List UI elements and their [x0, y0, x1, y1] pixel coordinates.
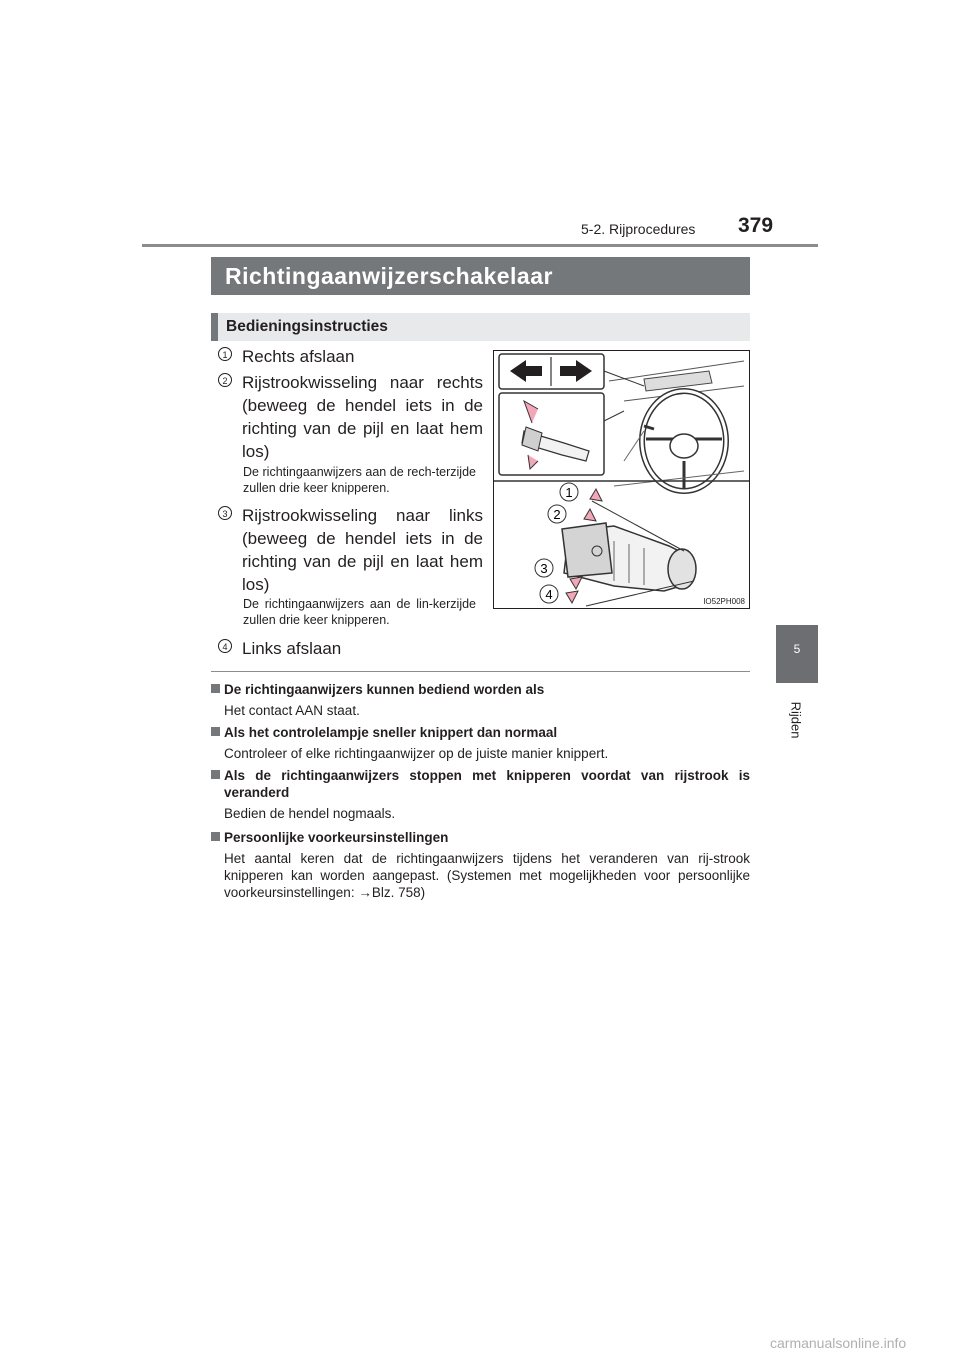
- info-heading-text: De richtingaanwijzers kunnen bediend worden als: [224, 682, 545, 697]
- callout-3: 3: [540, 561, 548, 576]
- info-heading: [211, 724, 750, 741]
- step-text: Rechts afslaan: [242, 347, 355, 366]
- info-block: [211, 681, 750, 719]
- info-heading: [211, 681, 750, 698]
- info-body: Controleer of elke richtingaanwijzer op de juiste manier knippert.: [224, 746, 609, 761]
- square-bullet-icon: [211, 684, 220, 693]
- info-block: [211, 829, 750, 901]
- info-heading-text: Als het controlelampje sneller knippert dan normaal: [224, 725, 558, 740]
- info-block: [211, 724, 750, 762]
- section-subtitle: Bedieningsinstructies: [211, 313, 750, 341]
- callout-1: 1: [565, 485, 573, 500]
- step-2-note: De richtingaanwijzers aan de rech-terzijde zullen drie keer knipperen.: [243, 465, 476, 495]
- step-number: 3: [218, 506, 232, 520]
- callout-2: 2: [553, 507, 561, 522]
- step-number: 2: [218, 373, 232, 387]
- chapter-label: [778, 690, 814, 750]
- chapter-tab: 5: [776, 625, 818, 683]
- square-bullet-icon: [211, 727, 220, 736]
- square-bullet-icon: [211, 832, 220, 841]
- arrow-4-icon: [566, 591, 578, 603]
- page-title: Richtingaanwijzerschakelaar: [211, 257, 750, 295]
- callout-4: 4: [545, 587, 553, 602]
- info-body: Bedien de hendel nogmaals.: [224, 806, 396, 821]
- page-number: 379: [738, 214, 774, 237]
- section-label: 5-2. Rijprocedures: [581, 221, 696, 237]
- lever-illustration-svg: [494, 351, 749, 608]
- step-number: 4: [218, 639, 232, 653]
- chapter-label-text: Rijden: [788, 701, 804, 739]
- arrow-2-icon: [584, 509, 596, 521]
- step-text: Rijstrookwisseling naar links (beweeg de hendel iets in de richting van de pijl en laat hem los): [242, 506, 483, 594]
- header-rule: [142, 244, 818, 247]
- figure-code: IO52PH008: [703, 597, 745, 606]
- info-body: Het contact AAN staat.: [224, 703, 360, 718]
- step-3-note: De richtingaanwijzers aan de lin-kerzijde zullen drie keer knipperen.: [243, 597, 476, 627]
- info-heading-text: Persoonlijke voorkeursinstellingen: [224, 830, 449, 845]
- arrow-1-icon: [590, 489, 602, 501]
- square-bullet-icon: [211, 770, 220, 779]
- info-heading-text: Als de richtingaanwijzers stoppen met knipperen voordat van rijstrook is veranderd: [224, 768, 750, 800]
- info-heading: [211, 829, 750, 846]
- info-heading: [211, 767, 750, 801]
- arrow-3-icon: [570, 577, 582, 589]
- section-rule: [211, 671, 750, 672]
- turn-signal-lever-illustration: [493, 350, 750, 609]
- step-text: Links afslaan: [242, 639, 342, 658]
- step-text: Rijstrookwisseling naar rechts (beweeg de hendel iets in de richting van de pijl en laat hem los): [242, 373, 483, 461]
- info-block: [211, 767, 750, 822]
- step-number: 1: [218, 347, 232, 361]
- info-body: Het aantal keren dat de richtingaanwijzers tijdens het veranderen van rij-strook knipperen kan worden aangepast. (Systemen met mogelijkheden voor persoonlijke voorkeursinstellingen: →Blz. 758): [224, 851, 750, 900]
- watermark: carmanualsonline.info: [770, 1335, 907, 1351]
